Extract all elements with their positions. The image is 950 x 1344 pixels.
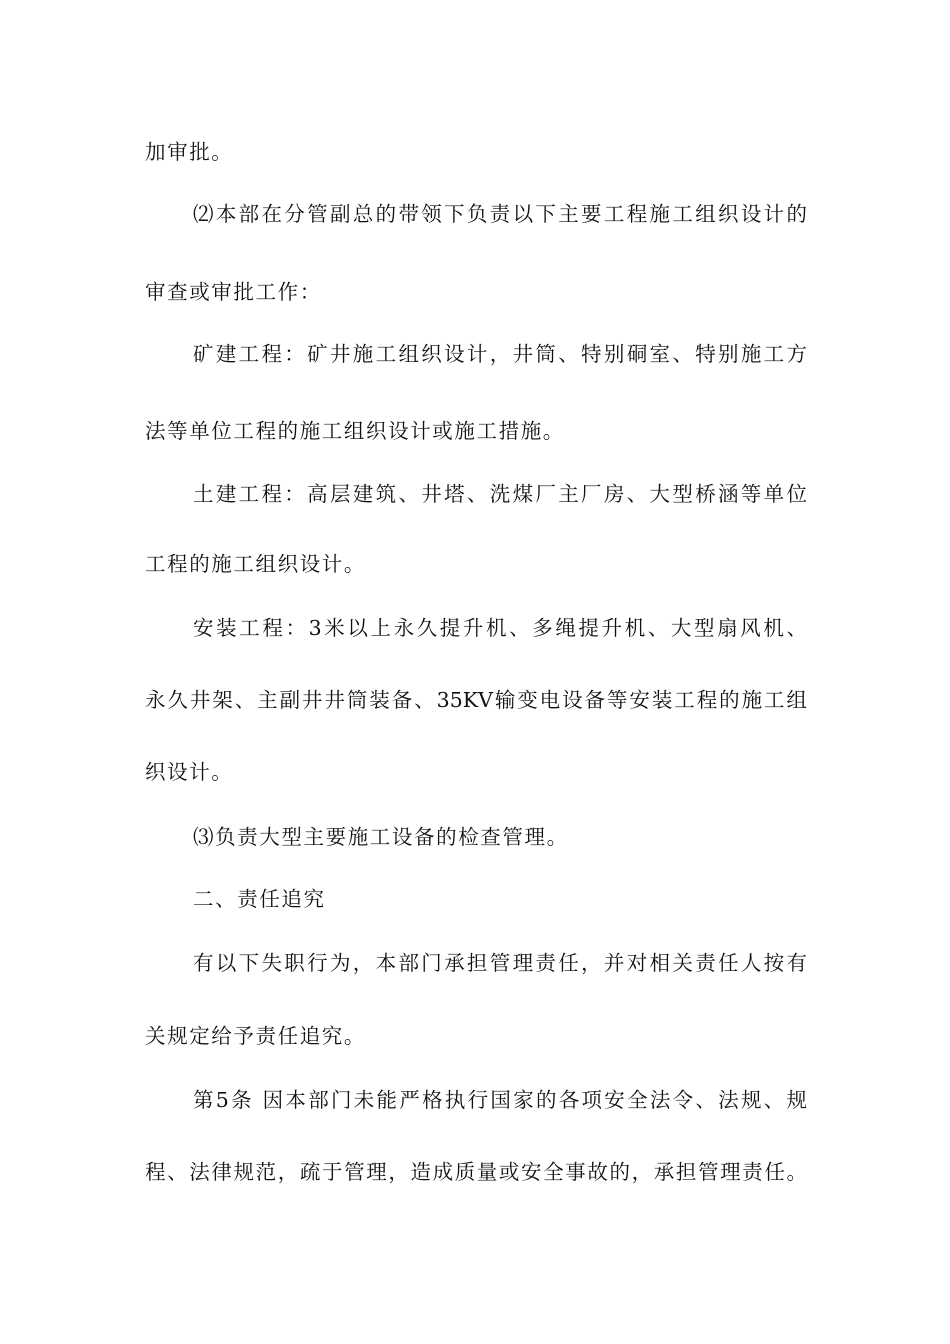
text-line: ⑵本部在分管副总的带领下负责以下主要工程施工组织设计的 — [193, 202, 807, 226]
text-line: 土建工程：高层建筑、井塔、洗煤厂主厂房、大型桥涵等单位 — [193, 482, 807, 506]
text-line: 安装工程：3米以上永久提升机、多绳提升机、大型扇风机、 — [193, 616, 807, 640]
text-line: 织设计。 — [145, 760, 234, 784]
text-line: 审查或审批工作： — [145, 280, 322, 304]
text-line: 第5条 因本部门未能严格执行国家的各项安全法令、法规、规 — [193, 1088, 807, 1112]
text-line: 矿建工程：矿井施工组织设计，井筒、特别硐室、特别施工方 — [193, 342, 807, 366]
text-line: 加审批。 — [145, 140, 234, 164]
text-line: 程、法律规范，疏于管理，造成质量或安全事故的，承担管理责任。 — [145, 1160, 807, 1184]
text-line: 永久井架、主副井井筒装备、35KV输变电设备等安装工程的施工组 — [145, 688, 807, 712]
text-line: ⑶负责大型主要施工设备的检查管理。 — [193, 825, 569, 849]
text-line: 工程的施工组织设计。 — [145, 552, 366, 576]
text-line: 法等单位工程的施工组织设计或施工措施。 — [145, 419, 565, 443]
section-heading: 二、责任追究 — [193, 887, 326, 911]
text-line: 有以下失职行为，本部门承担管理责任，并对相关责任人按有 — [193, 951, 807, 975]
text-line: 关规定给予责任追究。 — [145, 1024, 366, 1048]
